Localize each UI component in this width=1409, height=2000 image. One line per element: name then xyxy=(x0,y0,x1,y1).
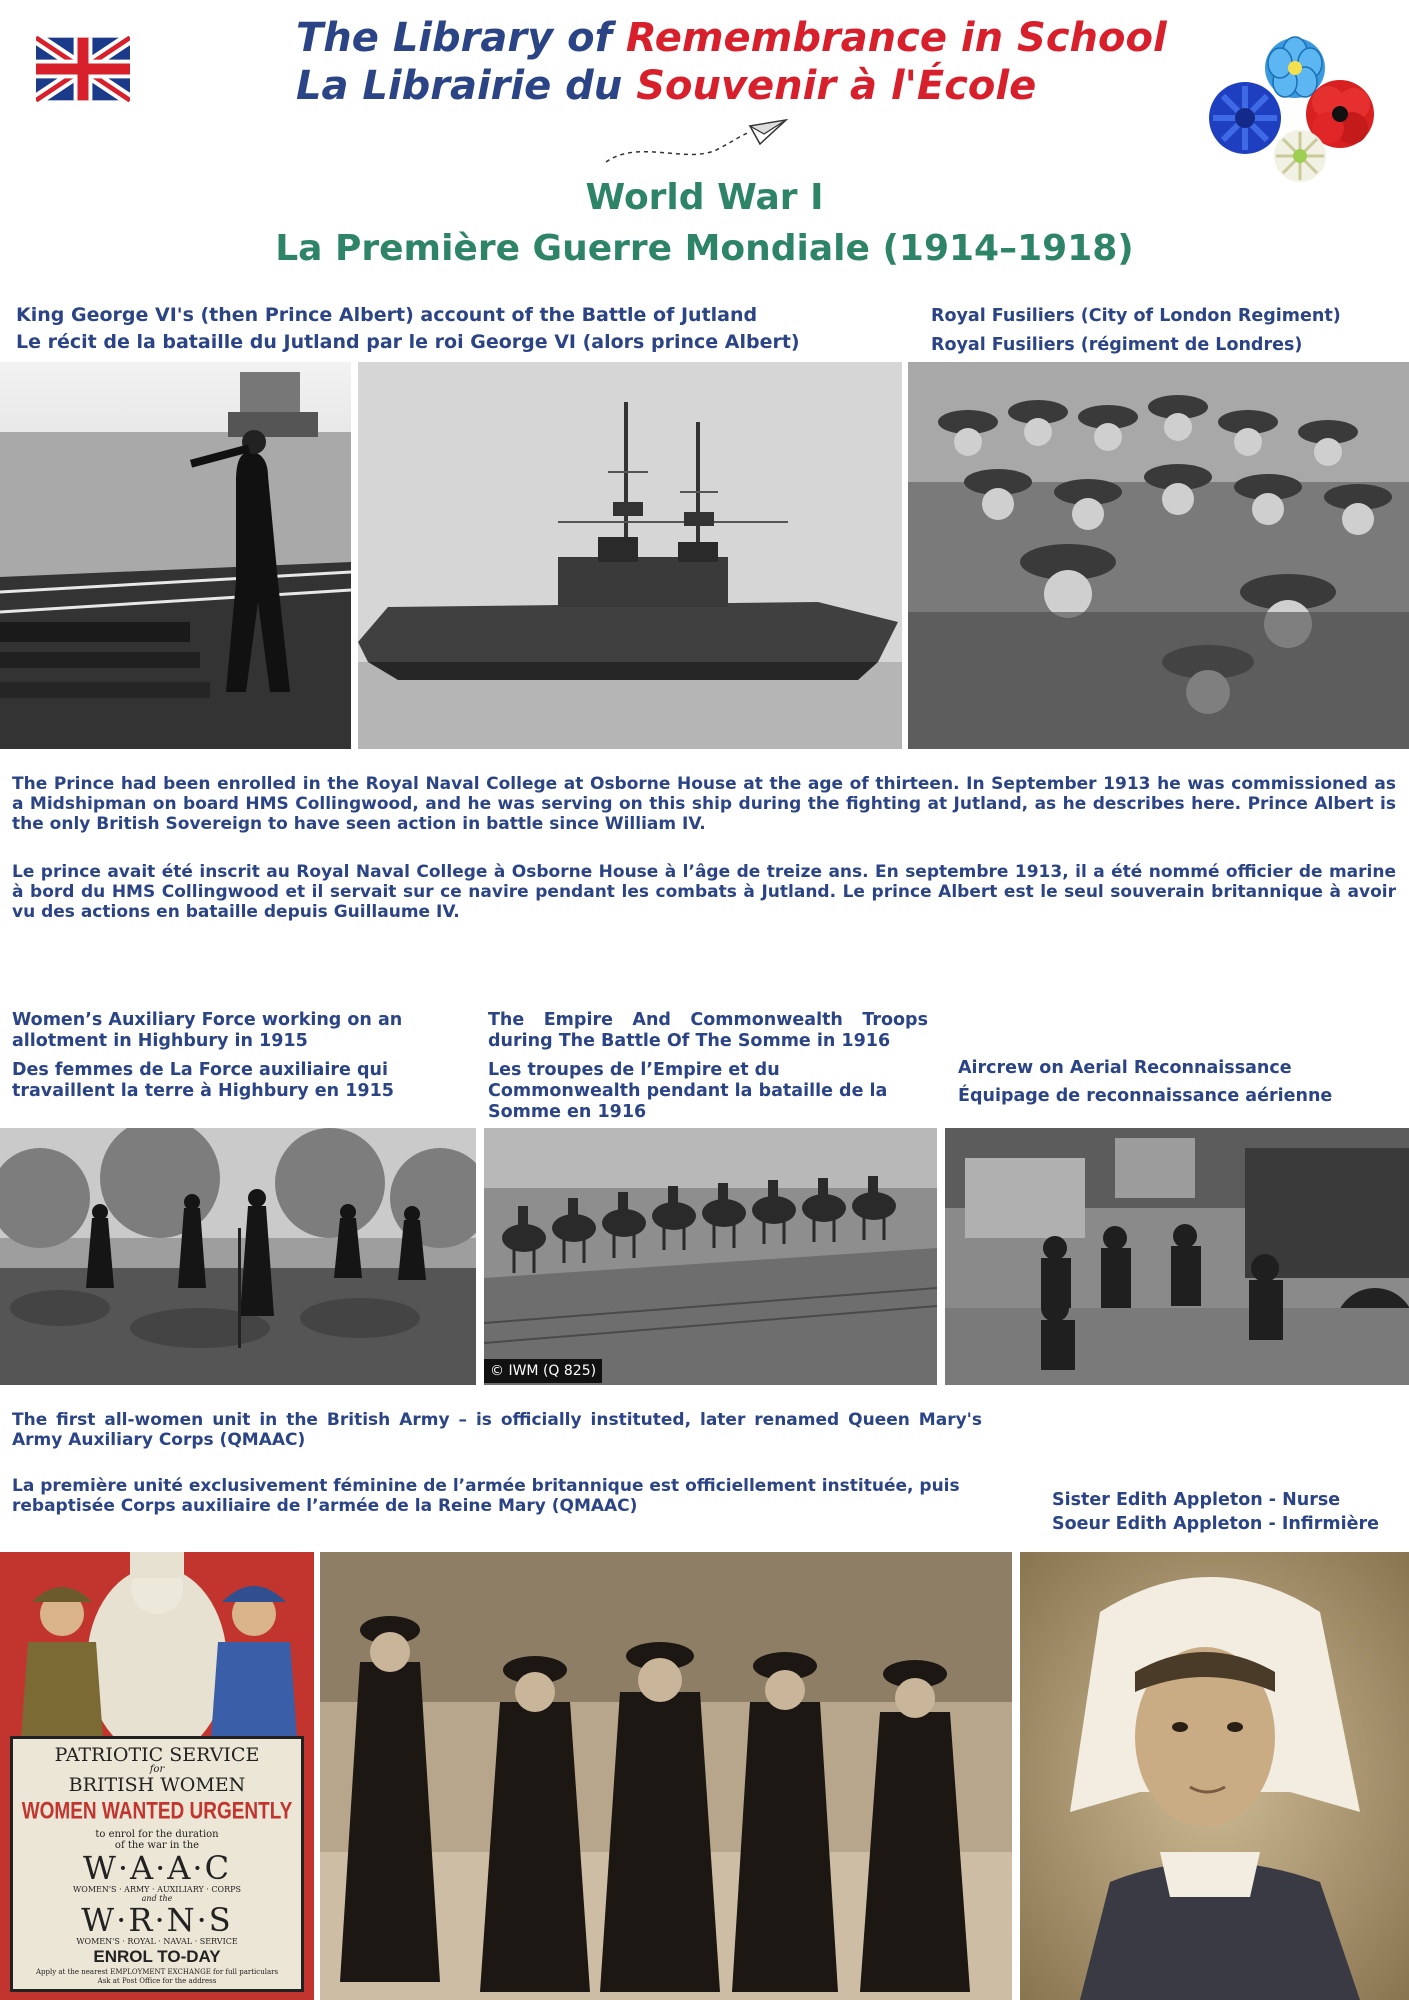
flowers-logo-icon xyxy=(1200,26,1390,186)
edith-appleton-portrait xyxy=(1020,1552,1409,2000)
prince-albert-telescope-photo xyxy=(0,362,351,749)
jutland-paragraph-fr: Le prince avait été inscrit au Royal Naval College à Osborne House à l’âge de treize ans. En septembre 1913, il a été nommé officier de marine à bord du HMS Collingwood et il servait sur ce navire pendant les combats à Jutland. Le prince Albert est le seul souverain britannique à avoir vu des actions en bataille depuis Guillaume IV. xyxy=(12,862,1396,922)
poster-line2: for xyxy=(149,1764,165,1775)
somme-caption-fr: Les troupes de l’Empire et du Commonwealth pendant la bataille de la Somme en 1916 xyxy=(488,1060,888,1122)
somme-photo-credit: © IWM (Q 825) xyxy=(484,1359,602,1383)
poster-wrns-full: WOMEN'S · ROYAL · NAVAL · SERVICE xyxy=(76,1937,238,1946)
women-force-caption xyxy=(12,1010,452,1102)
aircrew-caption-en: Aircrew on Aerial Reconnaissance xyxy=(958,1058,1292,1078)
nurse-caption-en: Sister Edith Appleton - Nurse xyxy=(1052,1490,1341,1510)
page-header-title: The Library of Remembrance in School La Librairie du Souvenir à l'École xyxy=(296,15,1167,109)
aircrew-reconnaissance-photo xyxy=(945,1128,1409,1385)
poster-line5: of the war in the xyxy=(114,1840,200,1851)
jutland-paragraph-en: The Prince had been enrolled in the Royal Naval College at Osborne House at the age of thirteen. In September 1913 he was commissioned as a Midshipman on board HMS Collingwood, and he was serving on this ship during the fighting at Jutland, as he describes here. Prince Albert is the only British Sovereign to have seen action in battle since William IV. xyxy=(12,774,1396,834)
somme-caption xyxy=(488,1010,928,1123)
poster-line4: to enrol for the duration xyxy=(95,1829,219,1840)
poster-wrns: W·R·N·S xyxy=(81,1901,233,1939)
jutland-caption-en: King George VI's (then Prince Albert) account of the Battle of Jutland xyxy=(16,304,758,326)
poster-line1: PATRIOTIC SERVICE xyxy=(54,1744,260,1766)
jutland-caption xyxy=(16,302,916,356)
nurse-caption-fr: Soeur Edith Appleton - Infirmière xyxy=(1052,1514,1380,1534)
paper-plane-icon xyxy=(600,118,790,168)
qmaac-women-photo xyxy=(320,1552,1012,2000)
hms-collingwood-photo xyxy=(358,362,902,749)
somme-caption-en: The Empire And Commonwealth Troops during The Battle Of The Somme in 1916 xyxy=(488,1010,928,1051)
poster-headline: WOMEN WANTED URGENTLY xyxy=(21,1798,293,1825)
fusiliers-caption-en: Royal Fusiliers (City of London Regiment) xyxy=(931,306,1341,326)
fusiliers-caption xyxy=(931,302,1401,360)
section-title xyxy=(0,172,1409,274)
women-allotment-photo xyxy=(0,1128,476,1385)
poster-text-panel xyxy=(10,1736,304,1992)
section-title-fr: La Première Guerre Mondiale (1914–1918) xyxy=(275,228,1134,269)
royal-fusiliers-photo xyxy=(908,362,1409,749)
qmaac-paragraph-fr: La première unité exclusivement féminine de l’armée britannique est officiellement instituée, puis rebaptisée Corps auxiliaire de l’armée de la Reine Mary (QMAAC) xyxy=(12,1476,960,1516)
women-force-caption-en: Women’s Auxiliary Force working on an allotment in Highbury in 1915 xyxy=(12,1010,403,1051)
waac-wrns-recruitment-poster xyxy=(0,1552,314,2000)
poster-small2: Ask at Post Office for the address xyxy=(97,1977,217,1985)
fusiliers-caption-fr: Royal Fusiliers (régiment de Londres) xyxy=(931,335,1303,355)
poster-small1: Apply at the nearest EMPLOYMENT EXCHANGE for full particulars xyxy=(35,1968,279,1976)
women-force-caption-fr: Des femmes de La Force auxiliaire qui travaillent la terre à Highbury en 1915 xyxy=(12,1060,394,1101)
aircrew-caption-fr: Équipage de reconnaissance aérienne xyxy=(958,1086,1333,1106)
nurse-caption xyxy=(1052,1488,1402,1536)
somme-troops-photo xyxy=(484,1128,937,1385)
poster-line3: BRITISH WOMEN xyxy=(68,1774,246,1796)
section-title-en: World War I xyxy=(585,177,824,218)
union-jack-flag-icon xyxy=(36,36,130,102)
qmaac-paragraph-en: The first all-women unit in the British Army – is officially instituted, later renamed Queen Mary's Army Auxiliary Corps (QMAAC) xyxy=(12,1410,982,1450)
poster-and: and the xyxy=(141,1894,173,1903)
poster-enrol: ENROL TO-DAY xyxy=(93,1947,221,1966)
poster-waac: W·A·A·C xyxy=(82,1849,232,1887)
aircrew-caption xyxy=(958,1054,1398,1110)
poster-waac-full: WOMEN'S · ARMY · AUXILIARY · CORPS xyxy=(73,1885,241,1894)
jutland-caption-fr: Le récit de la bataille du Jutland par le roi George VI (alors prince Albert) xyxy=(16,331,800,353)
